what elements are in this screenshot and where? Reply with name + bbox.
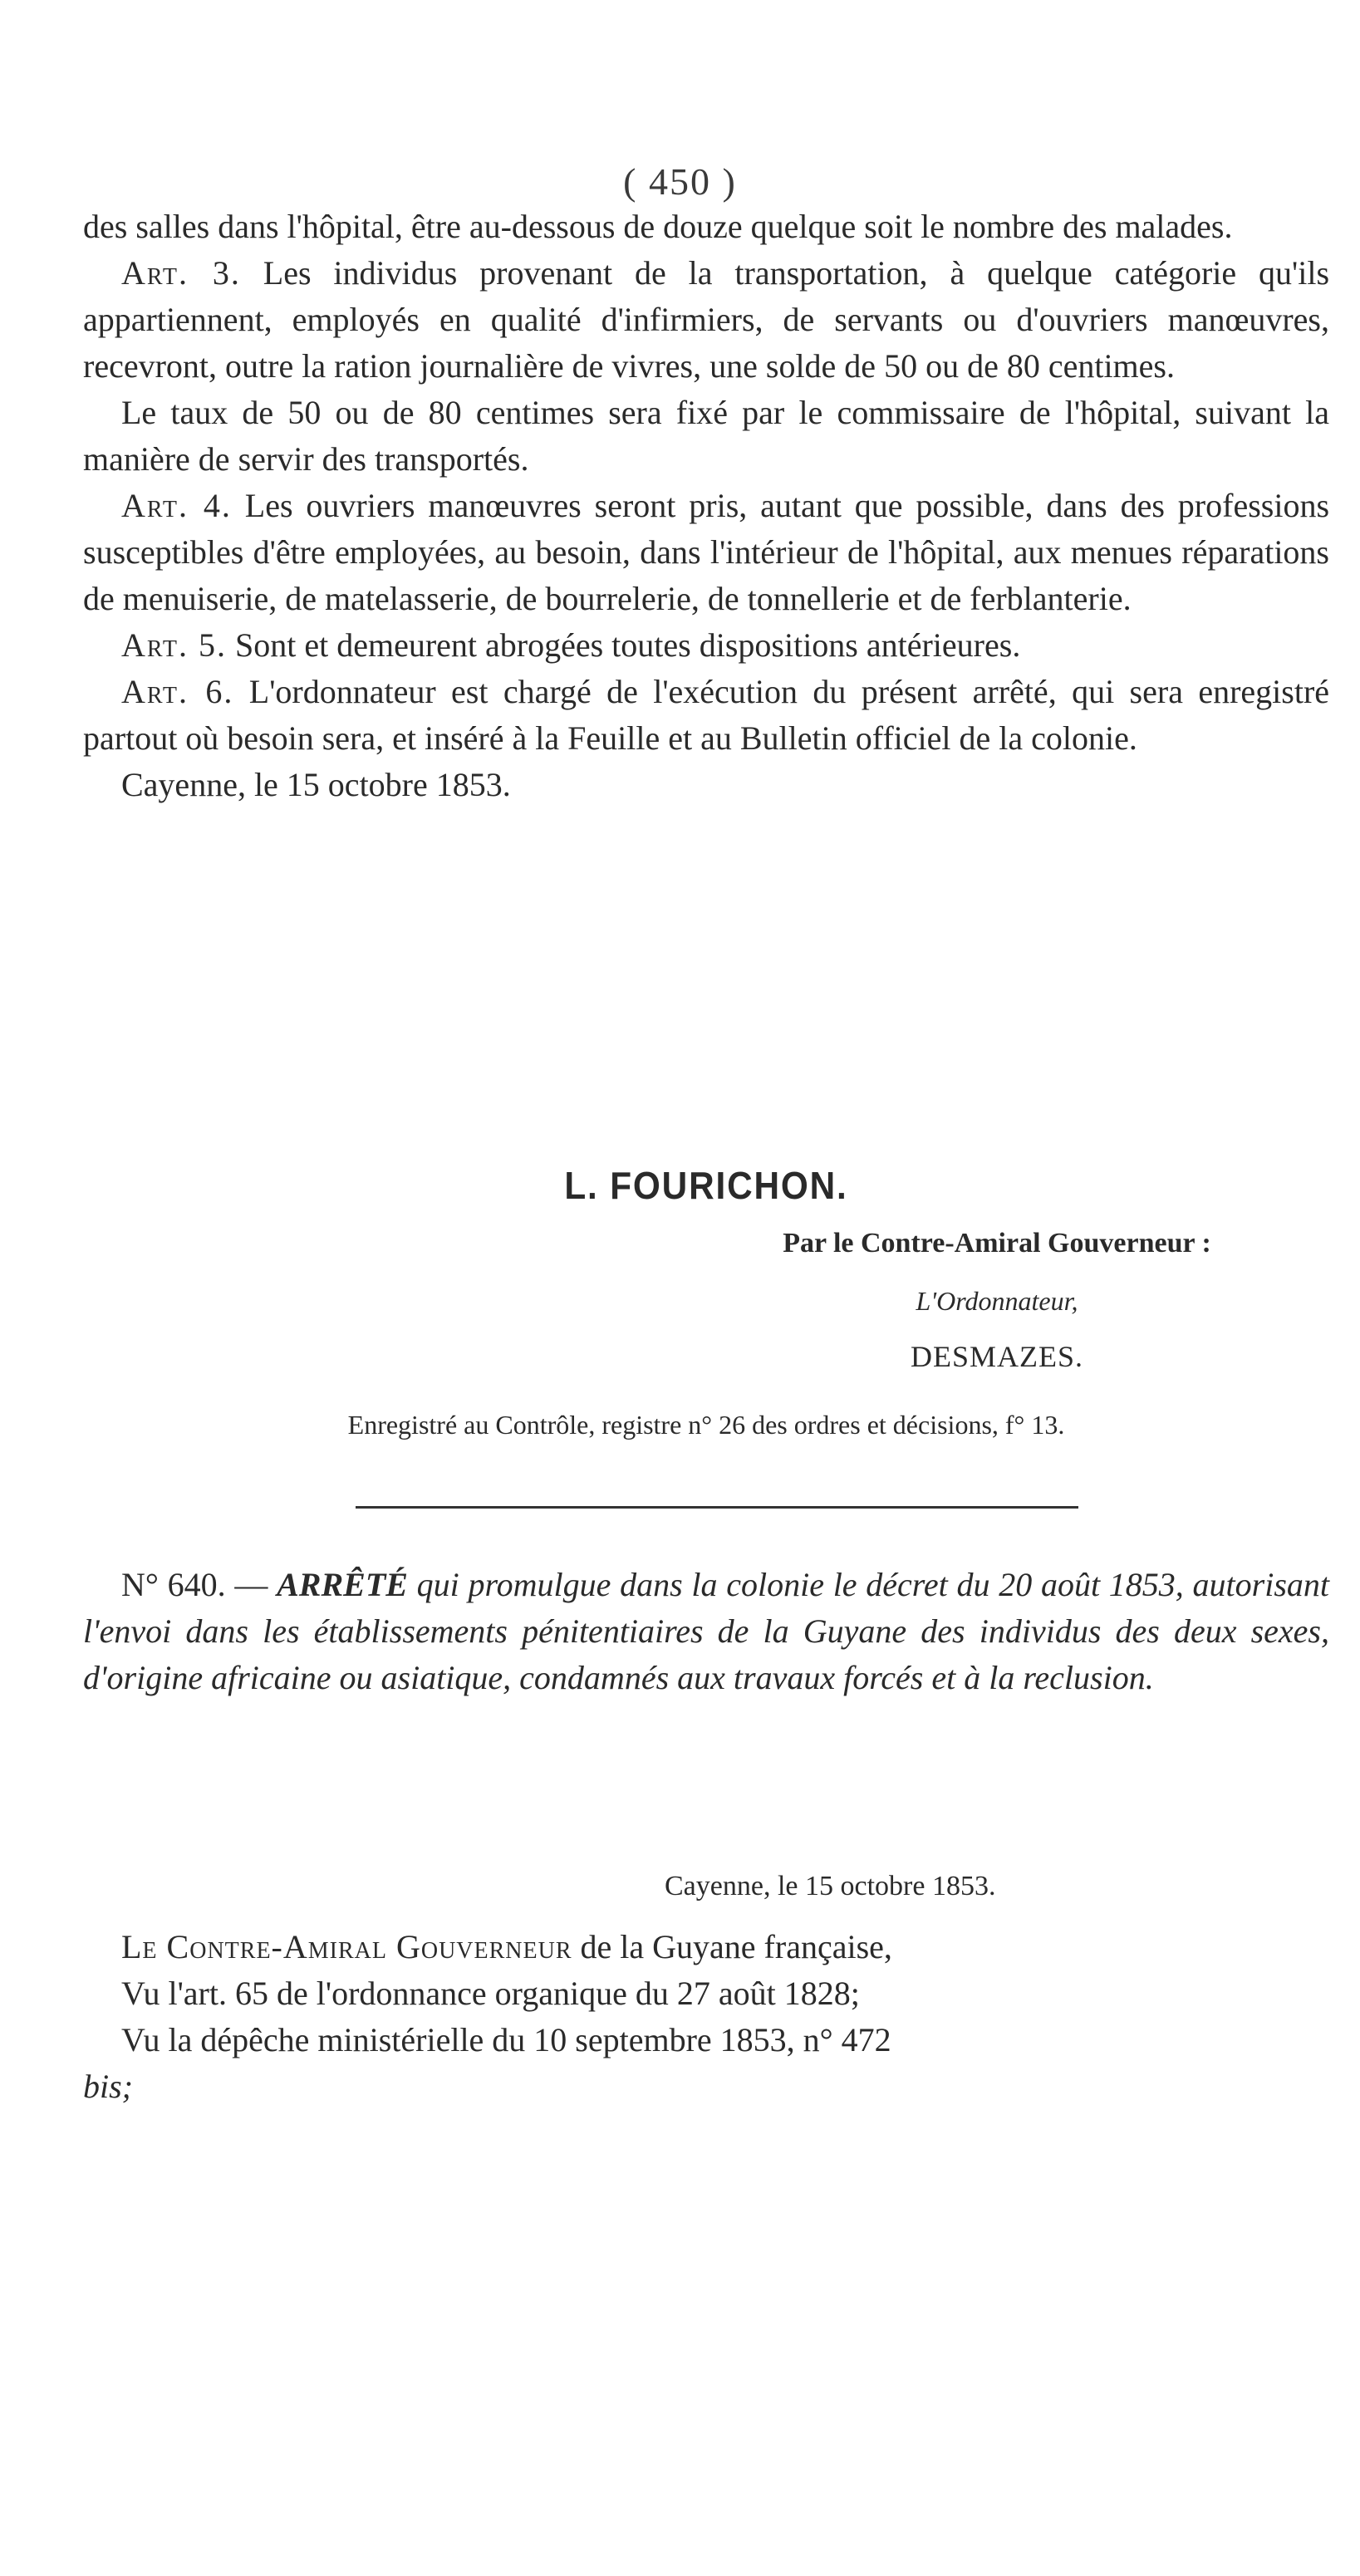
article-text: Les ouvriers manœuvres seront pris, autant que possible, dans des professions susceptibles d'être employées, au besoin, dans l'intérieur de l'hôpital, aux menues réparations de menuiserie, de matelasserie, de bourrelerie, de tonnellerie et de ferblanterie. bbox=[83, 487, 1330, 617]
signatory-role: L'Ordonnateur, bbox=[916, 1286, 1078, 1316]
article-4 bbox=[83, 483, 1329, 622]
article-label: Art. 5. bbox=[121, 626, 227, 664]
decree-preamble bbox=[83, 1924, 1329, 2110]
article-3 bbox=[83, 250, 1329, 390]
article-label: Art. 4. bbox=[121, 487, 232, 524]
paragraph-continuation: des salles dans l'hôpital, être au-dessous de douze quelque soit le nombre des malades. bbox=[83, 208, 1233, 245]
decree-number: N° 640. — bbox=[121, 1566, 268, 1603]
decree-articles bbox=[83, 204, 1329, 808]
decree-title bbox=[83, 1562, 1329, 1701]
decree-dateline: Cayenne, le 15 octobre 1853. bbox=[665, 1871, 996, 1901]
considerant-2-bis: bis; bbox=[83, 2068, 133, 2105]
preamble-text: de la Guyane française, bbox=[580, 1928, 892, 1965]
considerant-2 bbox=[83, 2017, 1329, 2110]
article-text: Sont et demeurent abrogées toutes dispositions antérieures. bbox=[234, 626, 1021, 664]
considerant-2-text: Vu la dépêche ministérielle du 10 septembre 1853, n° 472 bbox=[121, 2021, 891, 2058]
preamble-label: Le Contre-Amiral Gouverneur bbox=[121, 1928, 572, 1965]
decree-title-lead: ARRÊTÉ bbox=[277, 1566, 408, 1603]
decree-title-text: qui promulgue dans la colonie le décret du 20 août 1853, autorisant l'envoi dans les établissements pénitentiaires de la Guyane des individus des deux sexes, d'origine africaine ou asiatique, condamnés aux travaux forcés et à la reclusion. bbox=[83, 1566, 1330, 1696]
signatory-authority: Par le Contre-Amiral Gouverneur : bbox=[783, 1228, 1211, 1259]
decree-heading bbox=[83, 1562, 1329, 1701]
article-text: Les individus provenant de la transportation, à quelque catégorie qu'ils appartiennent, employés en qualité d'infirmiers, de servants ou d'ouvriers manœuvres, recevront, outre la ration journalière de vivres, une solde de 50 ou de 80 centimes. bbox=[83, 254, 1330, 385]
place-date: Cayenne, le 15 octobre 1853. bbox=[121, 766, 511, 803]
section-divider bbox=[356, 1506, 1078, 1509]
signatory-official: DESMAZES. bbox=[910, 1340, 1084, 1373]
article-5 bbox=[83, 622, 1329, 669]
article-label: Art. 6. bbox=[121, 673, 234, 710]
article-text: L'ordonnateur est chargé de l'exécution du présent arrêté, qui sera enregistré partout où besoin sera, et inséré à la Feuille et au Bulletin officiel de la colonie. bbox=[83, 673, 1330, 757]
article-6 bbox=[83, 669, 1329, 762]
signatory-name: L. FOURICHON. bbox=[564, 1164, 848, 1207]
paragraph-rate: Le taux de 50 ou de 80 centimes sera fixé par le commissaire de l'hôpital, suivant la manière de servir des transportés. bbox=[83, 394, 1329, 478]
considerant-1: Vu l'art. 65 de l'ordonnance organique du 27 août 1828; bbox=[121, 1975, 860, 2012]
article-label: Art. 3. bbox=[121, 254, 241, 292]
preamble-authority bbox=[83, 1924, 1329, 1970]
page-number: ( 450 ) bbox=[623, 160, 737, 203]
registration-note: Enregistré au Contrôle, registre n° 26 des ordres et décisions, f° 13. bbox=[347, 1410, 1065, 1440]
